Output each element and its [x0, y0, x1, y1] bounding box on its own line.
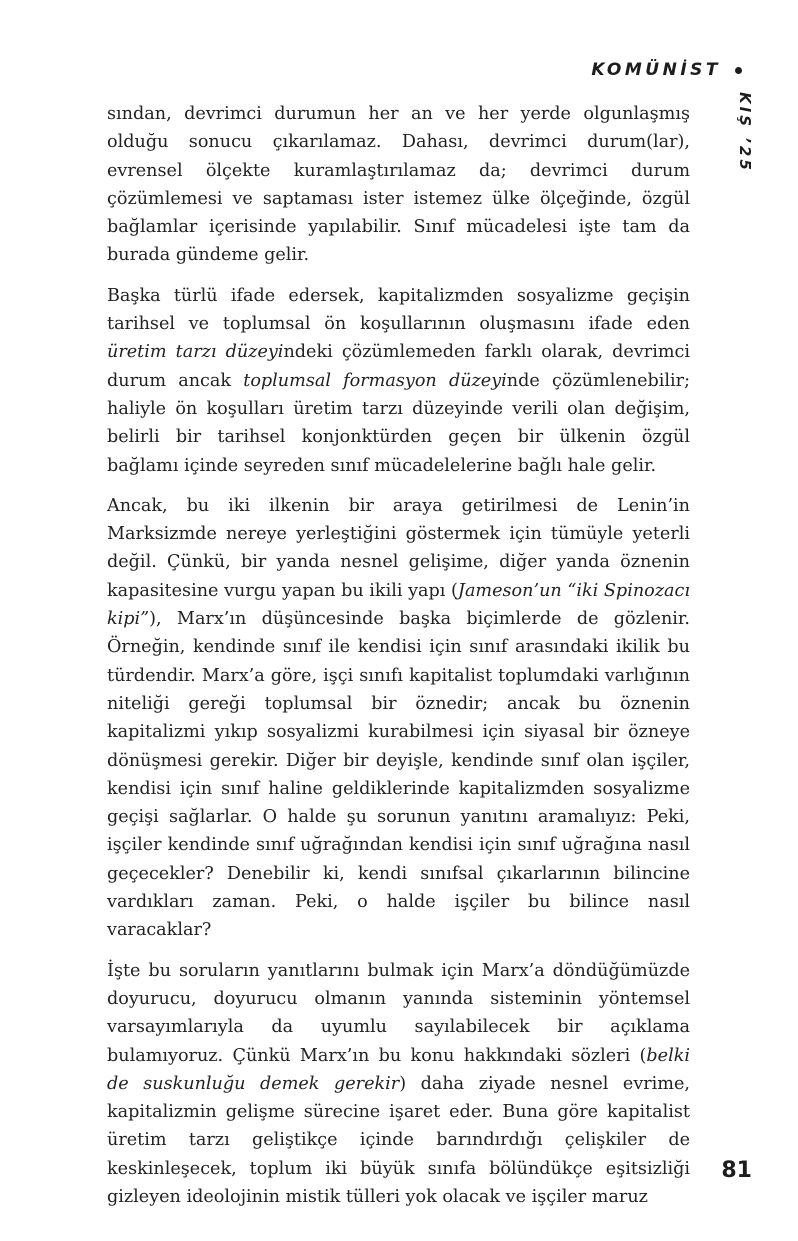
text-segment: Ancak, bu iki ilkenin bir araya getirilmesi de Lenin’in Marksizmde nereye yerleştiğini göstermek için tümüyle yeterli değil. Çünkü, bir yanda nesnel gelişime, diğer yanda öznenin kapasitesine vurgu yapan bu ikili yapı ( — [107, 495, 690, 601]
paragraph-3 — [107, 492, 690, 945]
bullet-dot-icon — [735, 67, 742, 74]
body-text — [107, 100, 690, 1223]
italic-term: üretim tarzı düzeyi — [107, 342, 284, 363]
italic-term: belki de suskunluğu demek gerekir — [107, 1045, 690, 1094]
italic-term: toplumsal formasyon düzeyi — [243, 370, 507, 391]
italic-term: Jameson’un “iki Spinozacı kipi” — [107, 580, 690, 630]
text-segment: nde çözümlenebilir; haliyle ön koşulları üretim tarzı düzeyinde verili olan değişim, belirli bir tarihsel konjonktürden geçen bir ülkenin özgül bağlamı içinde seyreden sınıf mücadelelerine bağlı hale gelir. — [107, 370, 690, 476]
text-segment: ) daha ziyade nesnel evrime, kapitalizmin gelişme sürecine işaret eder. Buna göre kapitalist üretim tarzı geliştikçe içinde barındırdığı çelişkiler de keskinleşecek, toplum iki büyük sınıfa bölündükçe eşitsizliği gizleyen ideolojinin mistik tülleri yok olacak ve işçiler maruz — [107, 1073, 690, 1207]
running-header — [591, 60, 742, 80]
text-segment: Başka türlü ifade edersek, kapitalizmden sosyalizme geçişin tarihsel ve toplumsal ön koşullarının oluşmasını ifade eden — [107, 285, 690, 335]
text-segment: İşte bu soruların yanıtlarını bulmak için Marx’a döndüğümüzde doyurucu, doyurucu olmanın yanında sisteminin yöntemsel varsayımlarıyla da uyumlu sayılabilecek bir açıklama bulamıyoruz. Çünkü Marx’ın bu konu hakkındaki sözleri ( — [107, 960, 690, 1066]
page-number: 81 — [721, 1158, 752, 1183]
text-segment: ), Marx’ın düşüncesinde başka biçimlerde de gözlenir. Örneğin, kendinde sınıf ile kendisi için sınıf arasındaki ikilik bu türdendir. Marx’a göre, işçi sınıfı kapitalist toplumdaki varlığının niteliği gereği toplumsal bir öznedir; ancak bu öznenin kapitalizmi yıkıp sosyalizmi kurabilmesi için siyasal bir özneye dönüşmesi gerekir. Diğer bir deyişle, kendinde sınıf olan işçiler, kendisi için sınıf haline geldiklerinde kapitalizmden sosyalizme geçişi sağlarlar. O halde şu sorunun yanıtını aramalıyız: Peki, işçiler kendinde sınıf uğrağından kendisi için sınıf uğrağına nasıl geçecekler? Denebilir ki, kendi sınıfsal çıkarlarının bilincine vardıkları zaman. Peki, o halde işçiler bu bilince nasıl varacaklar? — [107, 609, 690, 941]
issue-label: KIŞ ’25 — [736, 92, 754, 173]
paragraph-2 — [107, 282, 690, 480]
journal-title: KOMÜNİST — [591, 60, 721, 80]
paragraph-1 — [107, 100, 690, 270]
text-segment: sından, devrimci durumun her an ve her yerde olgunlaşmış olduğu sonucu çıkarılamaz. Dahası, devrimci durum(lar), evrensel ölçekte kuramlaştırılamaz da; devrimci durum çözümlemesi ve saptaması ister istemez ülke ölçeğinde, özgül bağlamlar içerisinde yapılabilir. Sınıf mücadelesi işte tam da burada gündeme gelir. — [107, 104, 690, 266]
text-segment: ndeki çözümlemeden farklı olarak, devrimci durum ancak — [107, 342, 690, 391]
paragraph-4 — [107, 957, 690, 1212]
